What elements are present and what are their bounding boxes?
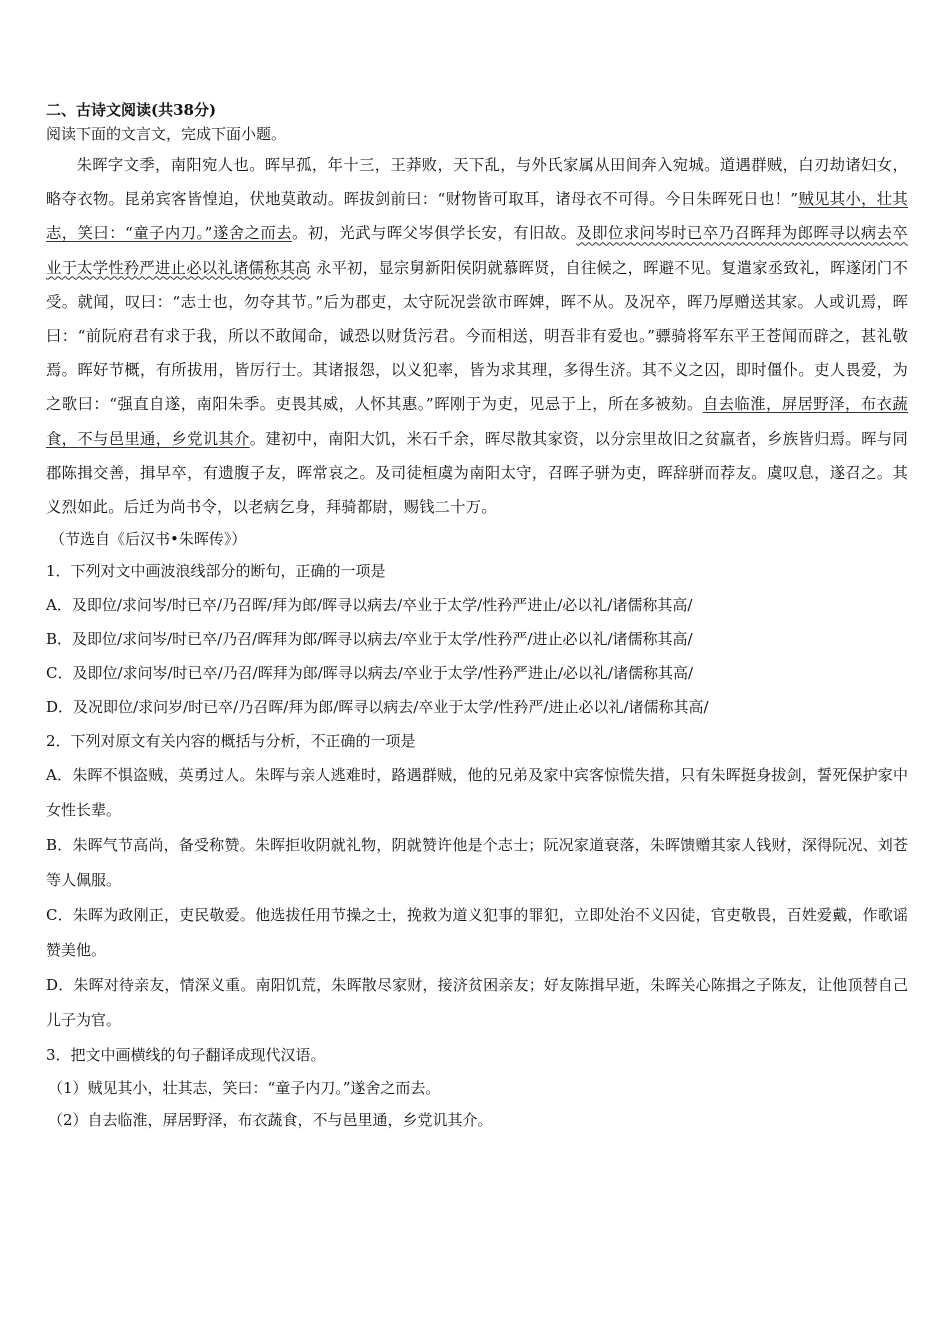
section-title: 二、古诗文阅读(共38分): [46, 101, 217, 119]
underlined-sentence-1: 贼见其小，壮其志，笑曰：“童子内刀。”遂舍之而去: [46, 190, 908, 243]
question-2-option-c: C．朱晖为政刚正，吏民敬爱。他选拔任用节操之士，挽救为道义犯事的罪犯，立即处治不义囚徒，官吏敬畏，百姓爱戴，作歌谣赞美他。: [46, 906, 908, 960]
passage-text: 朱晖字文季，南阳宛人也。晖早孤，年十三，王莽败，天下乱，与外氏家属从田间奔入宛城。道遇群贼，白刃劫诸妇女，略夺衣物。昆弟宾客皆惶迫，伏地莫敢动。晖拔剑前曰：“财物皆可取耳，诸母衣不可得。今日朱晖死日也！”: [46, 156, 908, 209]
underlined-sentence-2: 自去临淮，屏居野泽，布衣蔬食，不与邑里通，乡党讥其介: [46, 395, 908, 448]
question-1-option-d: D．及况即位/求问岁/时已卒/乃召晖/拜为郎/晖寻以病去/卒业于太学/性矜严/进止必以礼/诸儒称其高/: [46, 698, 709, 717]
question-2-option-b: B．朱晖气节高尚，备受称赞。朱晖拒收阴就礼物，阴就赞许他是个志士；阮况家道衰落，朱晖馈赠其家人钱财，深得阮况、刘苍等人佩服。: [46, 836, 908, 890]
classical-passage: [46, 148, 908, 524]
passage-source: （节选自《后汉书•朱晖传》）: [50, 530, 247, 549]
question-1-stem: 1．下列对文中画波浪线部分的断句，正确的一项是: [46, 562, 386, 581]
question-2-option-a: A．朱晖不惧盗贼，英勇过人。朱晖与亲人逃难时，路遇群贼，他的兄弟及家中宾客惊慌失措，只有朱晖挺身拔剑，誓死保护家中女性长辈。: [46, 766, 908, 820]
question-1-option-c: C．及即位/求问岑/时已卒/乃召/晖拜为郎/晖寻以病去/卒业于太学/性矜严进止/必以礼/诸儒称其高/: [46, 664, 694, 683]
passage-text: 。建初中，南阳大饥，米石千余，晖尽散其家资，以分宗里故旧之贫羸者，乡族皆归焉。晖与同郡陈揖交善，揖早卒，有遗腹子友，晖常哀之。及司徒桓虞为南阳太守，召晖子骈为吏，晖辞骈而荐友。虞叹息，遂召之。其义烈如此。后迁为尚书令，以老病乞身，拜骑都尉，赐钱二十万。: [46, 429, 908, 517]
question-1-option-a: A．及即位/求问岑/时已卒/乃召晖/拜为郎/晖寻以病去/卒业于太学/性矜严进止/必以礼/诸儒称其高/: [46, 596, 693, 615]
question-2-stem: 2．下列对原文有关内容的概括与分析，不正确的一项是: [46, 732, 416, 751]
question-3-item-1: （1）贼见其小，壮其志，笑曰：“童子内刀。”遂舍之而去。: [48, 1079, 441, 1098]
question-3-stem: 3．把文中画横线的句子翻译成现代汉语。: [46, 1046, 326, 1065]
passage-text: 永平初，显宗舅新阳侯阴就慕晖贤，自往候之，晖避不见。复遣家丞致礼，晖遂闭门不受。就闻，叹曰：“志士也，勿夺其节。”后为郡吏，太守阮况尝欲市晖婢，晖不从。及况卒，晖乃厚赠送其家。人或讥焉，晖曰：“前阮府君有求于我，所以不敢闻命，诚恐以财货污君。今而相送，明吾非有爱也。”骠骑将军东平王苍闻而辟之，甚礼敬焉。晖好节概，有所拔用，皆厉行士。其诸报怨，以义犯率，皆为求其理，多得生济。其不义之囚，即时僵仆。吏人畏爱，为之歌曰：“强直自遂，南阳朱季。吏畏其威，人怀其惠。”晖刚于为吏，见忌于上，所在多被劾。: [46, 258, 908, 414]
wavy-underlined-segment: 及即位求问岑时已卒乃召晖拜为郎晖寻以病去卒业于太学性矜严进止必以礼诸儒称其高: [46, 224, 908, 277]
question-3-item-2: （2）自去临淮，屏居野泽，布衣蔬食，不与邑里通，乡党讥其介。: [48, 1111, 493, 1130]
question-2-option-d: D．朱晖对待亲友，情深义重。南阳饥荒，朱晖散尽家财，接济贫困亲友；好友陈揖早逝，朱晖关心陈揖之子陈友，让他顶替自己儿子为官。: [46, 976, 908, 1030]
passage-text: 。初，光武与晖父岑俱学长安，有旧故。: [292, 224, 577, 243]
section-instruction: 阅读下面的文言文，完成下面小题。: [46, 125, 287, 143]
exam-page: [46, 100, 908, 1136]
question-1-option-b: B．及即位/求问岑/时已卒/乃召/晖拜为郎/晖寻以病去/卒业于太学/性矜严/进止必以礼/诸儒称其高/: [46, 630, 693, 649]
